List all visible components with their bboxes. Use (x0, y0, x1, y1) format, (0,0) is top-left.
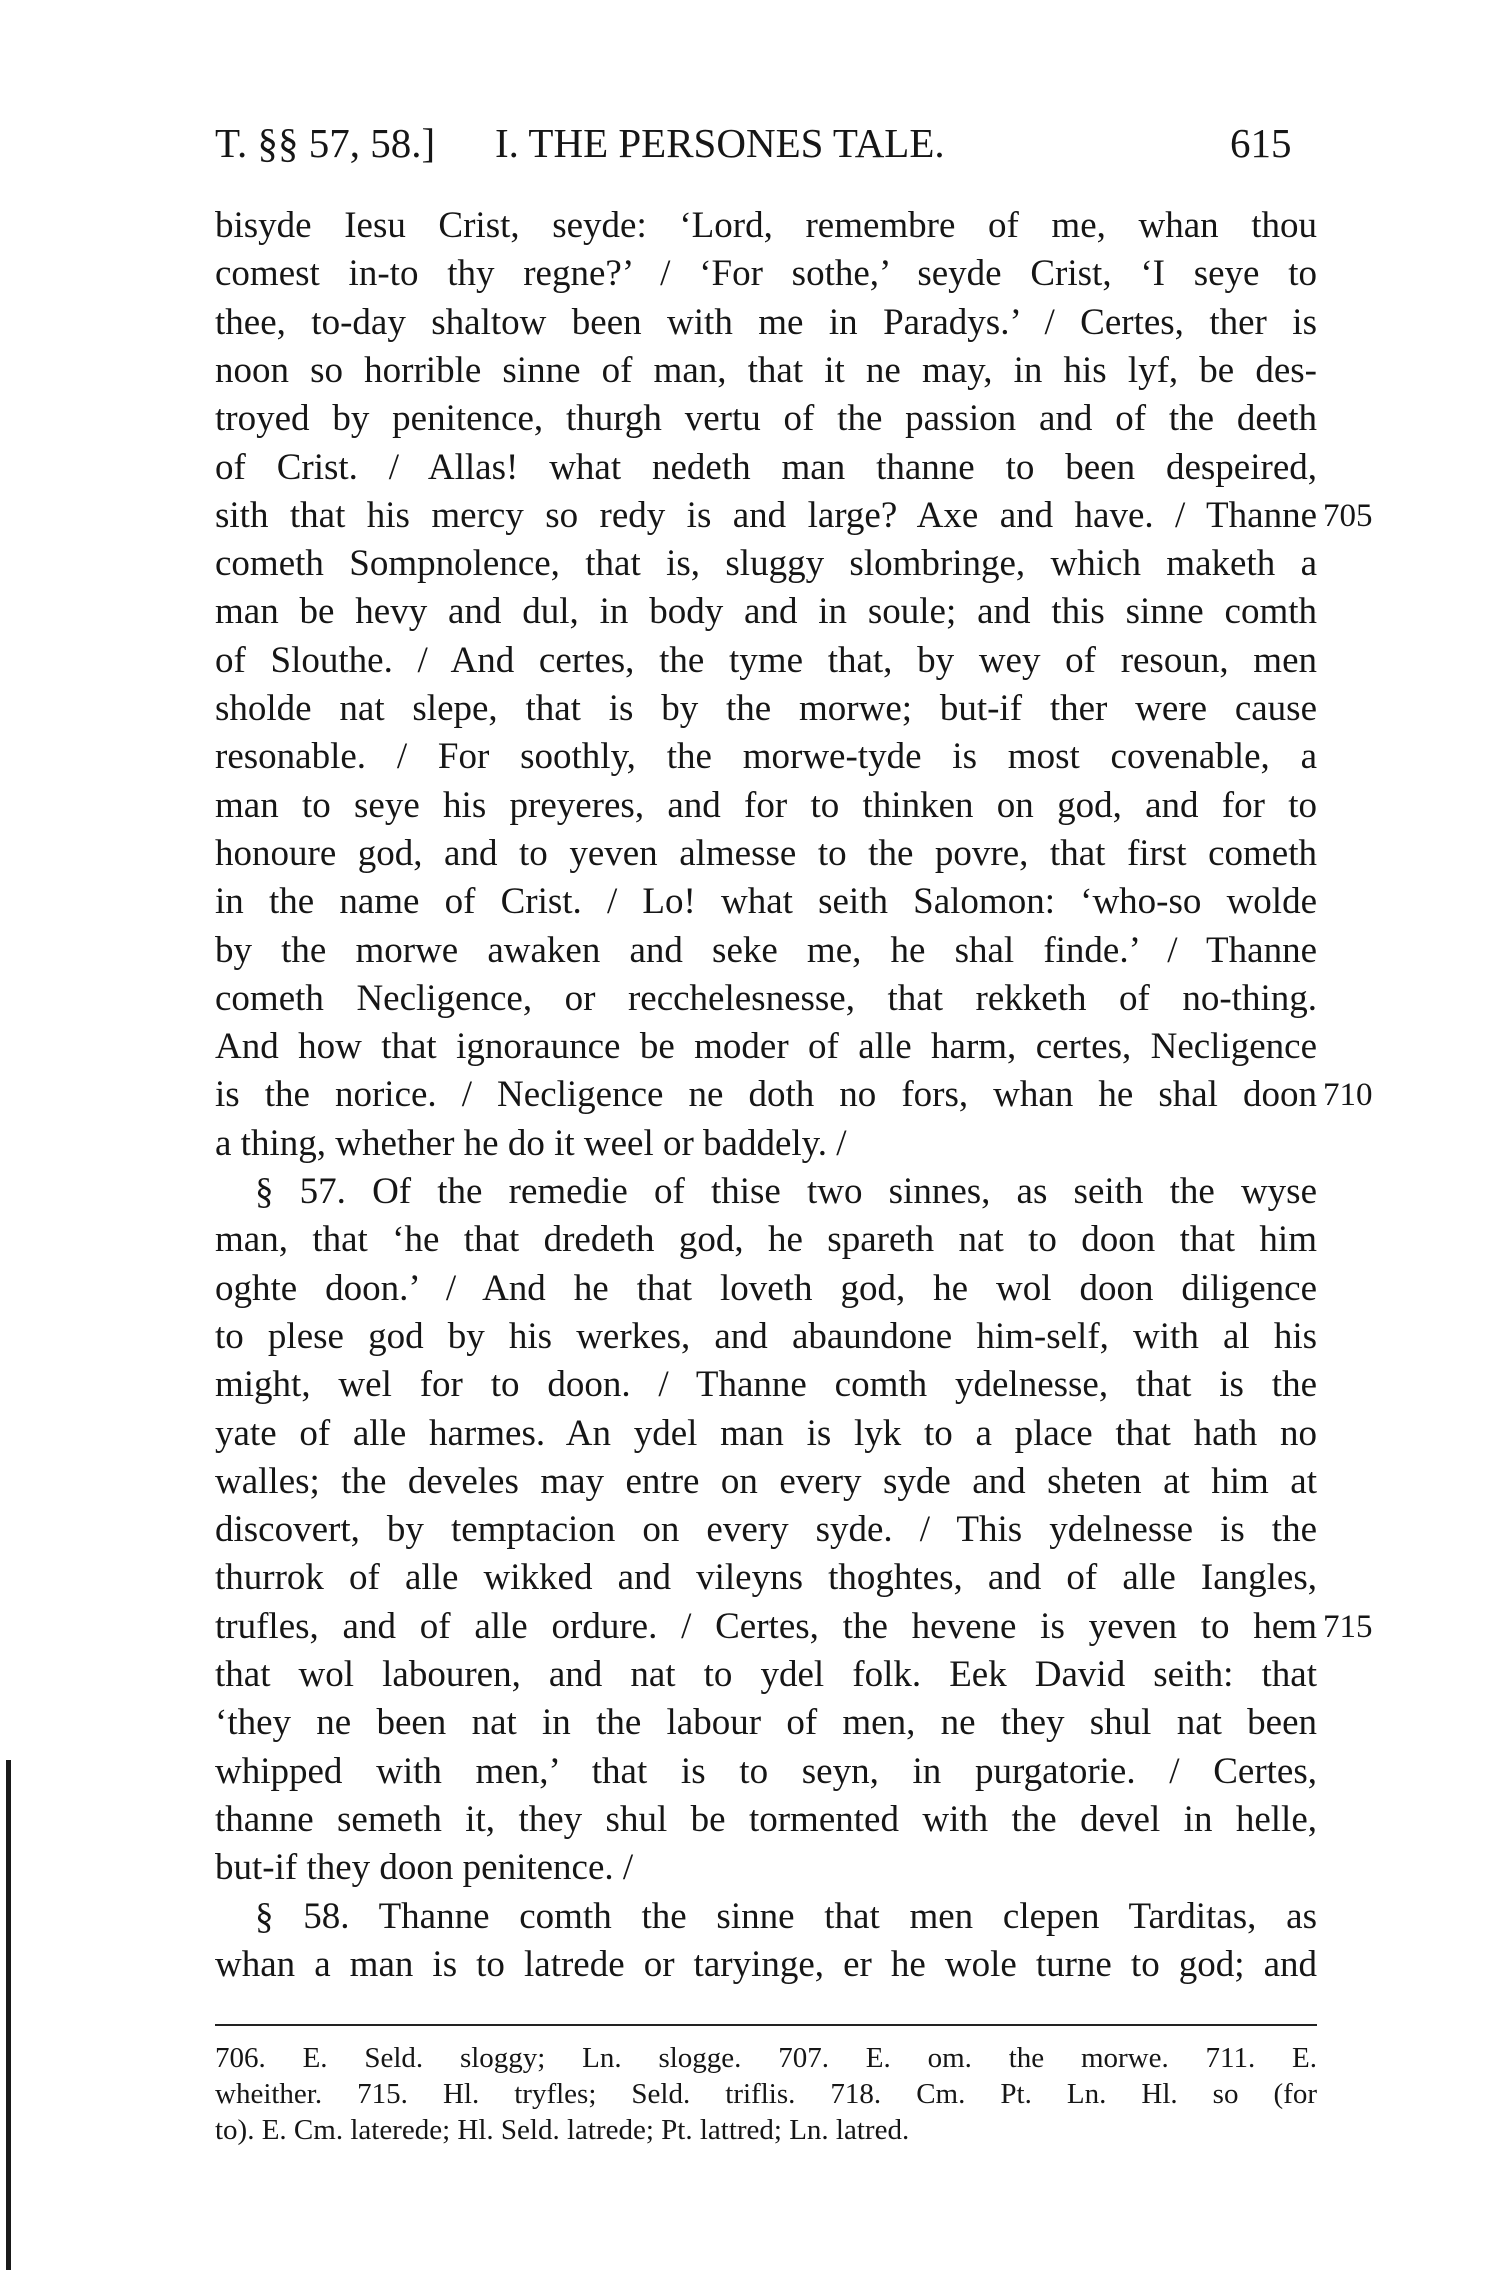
text-line (215, 1748, 1317, 1796)
text-line-content: § 57. Of the remedie of thise two sinnes, as seith the wyse (255, 1171, 1317, 1212)
text-line (215, 1458, 1317, 1506)
text-line (215, 1265, 1317, 1313)
text-line-content: § 58. Thanne comth the sinne that men clepen Tarditas, as (255, 1896, 1317, 1937)
text-line-content: thee, to-day shaltow been with me in Paradys.’ / Certes, ther is (215, 302, 1317, 343)
text-line (215, 492, 1317, 540)
text-line-content: yate of alle harmes. An ydel man is lyk to a place that hath no (215, 1413, 1317, 1454)
text-line (215, 1120, 1317, 1168)
text-line-content: sholde nat slepe, that is by the morwe; but-if ther were cause (215, 688, 1317, 729)
text-line-content: man to seye his preyeres, and for to thinken on god, and for to (215, 785, 1317, 826)
text-line-content: thanne semeth it, they shul be tormented with the devel in helle, (215, 1799, 1317, 1840)
text-line (255, 1893, 1317, 1941)
text-line-content: troyed by penitence, thurgh vertu of the passion and of the deeth (215, 398, 1317, 439)
text-line (215, 1361, 1317, 1409)
text-line-content: ‘they ne been nat in the labour of men, ne they shul nat been (215, 1702, 1317, 1743)
text-line-content: in the name of Crist. / Lo! what seith Salomon: ‘who-so wolde (215, 881, 1317, 922)
text-line-content: might, wel for to doon. / Thanne comth ydelnesse, that is the (215, 1364, 1317, 1405)
text-line (215, 347, 1317, 395)
text-line-content: cometh Necligence, or recchelesnesse, that rekketh of no-thing. (215, 978, 1317, 1019)
text-line-content: comest in-to thy regne?’ / ‘For sothe,’ seyde Crist, ‘I seye to (215, 253, 1317, 294)
text-line-content: sith that his mercy so redy is and large? Axe and have. / Thanne (215, 495, 1317, 536)
text-line-content: of Slouthe. / And certes, the tyme that, by wey of resoun, men (215, 640, 1317, 681)
text-line-content: honoure god, and to yeven almesse to the povre, that first cometh (215, 833, 1317, 874)
text-line-content: oghte doon.’ / And he that loveth god, he wol doon diligence (215, 1268, 1317, 1309)
text-line (215, 637, 1317, 685)
text-line (215, 540, 1317, 588)
margin-line-number: 715 (1323, 1609, 1373, 1645)
text-line (255, 1168, 1317, 1216)
footnote-text: wheither. 715. Hl. tryfles; Seld. triflis. 718. Cm. Pt. Ln. Hl. so (for (215, 2078, 1317, 2110)
text-line (215, 878, 1317, 926)
text-line-content: resonable. / For soothly, the morwe-tyde is most covenable, a (215, 736, 1317, 777)
text-line-content: whipped with men,’ that is to seyn, in purgatorie. / Certes, (215, 1751, 1317, 1792)
text-line-content: man, that ‘he that dredeth god, he spareth nat to doon that him (215, 1219, 1317, 1260)
text-line (215, 1506, 1317, 1554)
text-line-content: And how that ignoraunce be moder of alle harm, certes, Necligence (215, 1026, 1317, 1067)
text-line-content: of Crist. / Allas! what nedeth man thanne to been despeired, (215, 447, 1317, 488)
footnote-text: 706. E. Seld. sloggy; Ln. slogge. 707. E. om. the morwe. 711. E. (215, 2042, 1317, 2074)
text-line (215, 588, 1317, 636)
footnote-line (215, 2076, 1317, 2112)
footnote-rule (215, 2024, 1317, 2026)
text-line (215, 250, 1317, 298)
text-line-content: discovert, by temptacion on every syde. / This ydelnesse is the (215, 1509, 1317, 1550)
footnote-line (215, 2112, 1317, 2148)
text-line (215, 202, 1317, 250)
text-line (215, 1023, 1317, 1071)
text-line (215, 685, 1317, 733)
margin-line-number: 705 (1323, 498, 1373, 534)
text-line (215, 1699, 1317, 1747)
text-line (215, 1554, 1317, 1602)
page-number: 615 (1230, 120, 1292, 166)
text-line (215, 1941, 1317, 1989)
text-line (215, 444, 1317, 492)
text-line-content: that wol labouren, and nat to ydel folk. Eek David seith: that (215, 1654, 1317, 1695)
text-line-content: cometh Sompnolence, that is, sluggy slombringe, which maketh a (215, 543, 1317, 584)
text-line (215, 1410, 1317, 1458)
text-line (215, 733, 1317, 781)
text-line (215, 927, 1317, 975)
text-line (215, 1796, 1317, 1844)
text-line-content: to plese god by his werkes, and abaundone him-self, with al his (215, 1316, 1317, 1357)
text-line (215, 782, 1317, 830)
header-section-ref: T. §§ 57, 58.] (215, 120, 436, 166)
text-line-content: noon so horrible sinne of man, that it ne may, in his lyf, be des- (215, 350, 1317, 391)
header-title: I. THE PERSONES TALE. (495, 120, 945, 166)
text-line-content: by the morwe awaken and seke me, he shal finde.’ / Thanne (215, 930, 1317, 971)
text-line-content: bisyde Iesu Crist, seyde: ‘Lord, remembre of me, whan thou (215, 205, 1317, 246)
text-line-content: walles; the develes may entre on every syde and sheten at him at (215, 1461, 1317, 1502)
text-line (215, 299, 1317, 347)
margin-line-number: 710 (1323, 1077, 1373, 1113)
text-line (215, 1216, 1317, 1264)
text-line-content: is the norice. / Necligence ne doth no fors, whan he shal doon (215, 1074, 1317, 1115)
footnote-text: to). E. Cm. laterede; Hl. Seld. latrede; Pt. lattred; Ln. latred. (215, 2114, 910, 2146)
running-header (0, 118, 1487, 168)
text-line-content: whan a man is to latrede or taryinge, er he wole turne to god; and (215, 1944, 1317, 1985)
text-line (215, 1844, 1317, 1892)
text-line (215, 1313, 1317, 1361)
text-line-content: man be hevy and dul, in body and in soule; and this sinne comth (215, 591, 1317, 632)
text-line (215, 1651, 1317, 1699)
text-line-content: trufles, and of alle ordure. / Certes, the hevene is yeven to hem (215, 1606, 1317, 1647)
footnote-line (215, 2040, 1317, 2076)
text-line (215, 1071, 1317, 1119)
text-line (215, 830, 1317, 878)
scan-edge-mark (6, 1760, 11, 2270)
text-line (215, 395, 1317, 443)
text-line-content: thurrok of alle wikked and vileyns thoghtes, and of alle Iangles, (215, 1557, 1317, 1598)
text-line (215, 975, 1317, 1023)
text-line (215, 1603, 1317, 1651)
text-line-content: but-if they doon penitence. / (215, 1847, 634, 1888)
text-line-content: a thing, whether he do it weel or baddely. / (215, 1123, 847, 1164)
